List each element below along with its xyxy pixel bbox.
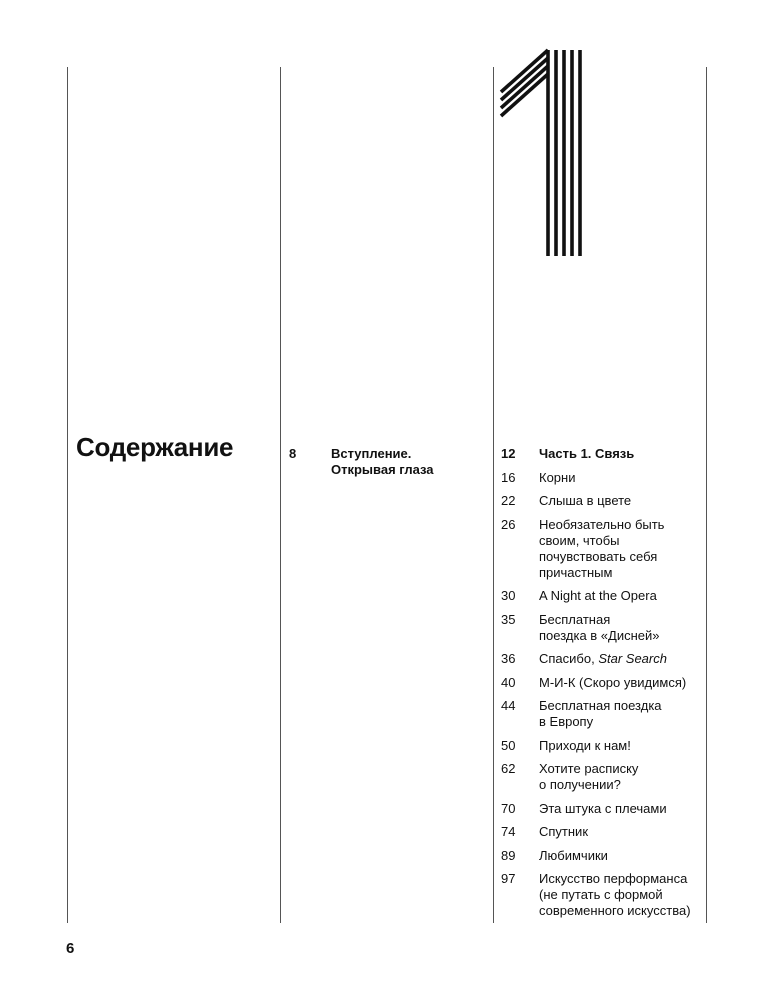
toc-item[interactable] — [501, 470, 711, 486]
toc-item[interactable] — [501, 675, 711, 691]
toc-item[interactable] — [501, 588, 711, 604]
toc-title-line: Любимчики — [539, 847, 608, 863]
toc-title-line: Корни — [539, 469, 576, 485]
toc-title-line: Искусство перформанса — [539, 871, 688, 886]
toc-item[interactable] — [501, 824, 711, 840]
page-number: 6 — [66, 940, 75, 957]
toc-page-number: 44 — [501, 698, 516, 713]
toc-item[interactable] — [501, 848, 711, 864]
toc-page-number: 89 — [501, 847, 516, 863]
toc-page-number: 62 — [501, 761, 516, 776]
toc-title-line: в Европу — [539, 714, 594, 729]
intro-title-line: Открывая глаза — [331, 462, 434, 477]
page-title: Содержание — [76, 432, 234, 462]
toc-title-line: A Night at the Opera — [539, 588, 657, 603]
toc-title-line: М-И-К (Скоро увидимся) — [539, 674, 687, 690]
toc-title-line: Спутник — [539, 824, 589, 839]
toc-title-line: Бесплатная — [539, 611, 611, 627]
column-rule-1 — [67, 67, 68, 923]
toc-title-line: поездка в «Дисней» — [539, 627, 660, 643]
intro-title-line: Вступление. — [331, 446, 412, 461]
column-rule-3 — [493, 67, 494, 923]
toc-page-number: 36 — [501, 651, 516, 666]
toc-item[interactable] — [501, 801, 711, 817]
toc-page-number: 12 — [501, 446, 516, 461]
toc-page-number: 16 — [501, 469, 516, 485]
table-of-contents — [501, 446, 711, 927]
toc-title-line: Хотите расписку — [539, 761, 639, 776]
toc-title-line: Необязательно быть — [539, 516, 665, 532]
toc-title-line: (не путать с формой — [539, 887, 663, 902]
toc-page-number: 26 — [501, 516, 516, 532]
column-rule-2 — [280, 67, 281, 923]
toc-item[interactable] — [501, 761, 711, 793]
toc-title-prefix: Спасибо, — [539, 651, 599, 666]
toc-page-number: 35 — [501, 611, 516, 627]
toc-title-line: Приходи к нам! — [539, 737, 631, 753]
toc-title-line: причастным — [539, 564, 613, 580]
toc-title-italic: Star Search — [598, 651, 667, 666]
toc-page-number: 22 — [501, 493, 516, 508]
toc-page-number: 30 — [501, 588, 516, 603]
toc-page-number: 40 — [501, 674, 516, 690]
intro-page-number: 8 — [289, 446, 297, 461]
toc-title-line: своим, чтобы — [539, 532, 620, 548]
toc-item[interactable] — [501, 698, 711, 730]
toc-item[interactable] — [501, 446, 711, 462]
toc-title-line: Бесплатная поездка — [539, 698, 662, 713]
toc-title-line: Часть 1. Связь — [539, 446, 635, 461]
toc-item[interactable] — [501, 738, 711, 754]
toc-item[interactable] — [501, 493, 711, 509]
toc-title-line: современного искусства) — [539, 903, 691, 918]
toc-page-number: 74 — [501, 824, 516, 839]
toc-title-line: почувствовать себя — [539, 548, 658, 564]
toc-page-number: 70 — [501, 800, 516, 816]
intro-title — [331, 446, 481, 478]
toc-title-line: о получении? — [539, 777, 621, 792]
part-one-numeral-graphic — [498, 45, 593, 260]
toc-title-line: Слыша в цвете — [539, 493, 632, 508]
toc-title-line: Эта штука с плечами — [539, 800, 667, 816]
toc-title-line — [539, 651, 711, 667]
toc-item[interactable] — [501, 612, 711, 644]
toc-item[interactable] — [501, 517, 711, 581]
toc-page-number: 50 — [501, 737, 516, 753]
toc-item[interactable] — [501, 651, 711, 667]
toc-item[interactable] — [501, 871, 711, 919]
toc-page-number: 97 — [501, 871, 516, 886]
